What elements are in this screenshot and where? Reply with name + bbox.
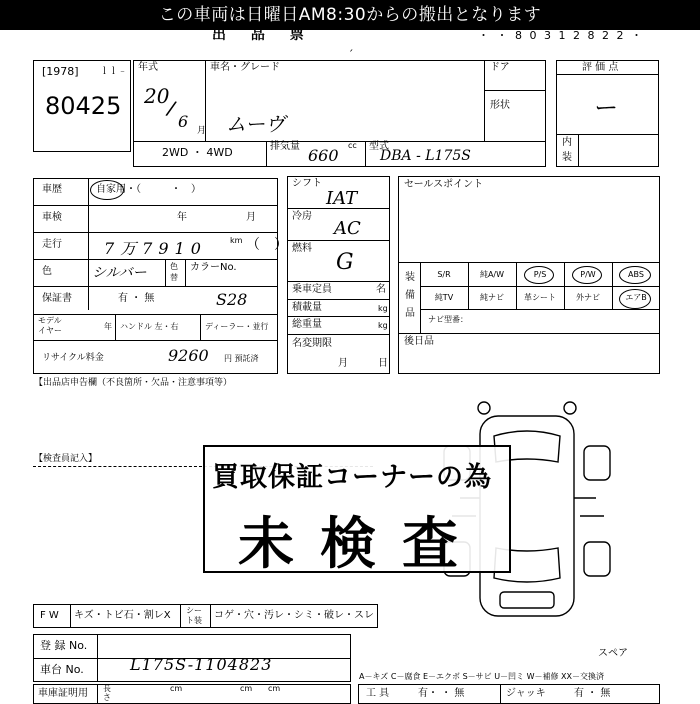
equip-pw: P/W xyxy=(580,270,596,279)
score-value: ー xyxy=(592,94,616,122)
nav-model-label: ナビ型番： xyxy=(428,315,468,324)
lot-number: 80425 xyxy=(45,92,122,120)
chassis-value: L175S-1104823 xyxy=(130,655,273,674)
model-year-label-2: イヤー xyxy=(38,326,62,335)
color-no-label: カラーNo. xyxy=(190,262,237,273)
name-label: 車名・グレード xyxy=(210,62,280,73)
stamp-line-2: 未検査 xyxy=(238,512,484,577)
color-no-value: S28 xyxy=(216,290,248,309)
spare-label: スペア xyxy=(598,648,628,659)
damage-legend: A－キズ C－腐食 E－エクボ S－サビ U－凹ミ W－補修 XX－交換済 xyxy=(359,672,605,681)
history-circle xyxy=(90,180,124,200)
displacement-value: 660 xyxy=(308,146,339,165)
registration-label: 登 録 No. xyxy=(40,639,88,652)
dealer-label: ディーラー・並行 xyxy=(205,322,269,331)
sales-point-label: セールスポイント xyxy=(404,179,484,190)
mileage-value: 7万7910 xyxy=(104,239,207,258)
cert-label: 車庫証明用 xyxy=(38,688,88,699)
jack-label: ジャッキ xyxy=(506,688,546,699)
equip-airbag: エアB xyxy=(625,293,647,302)
history-box xyxy=(33,178,278,374)
equip-leather: 革シート xyxy=(524,293,556,302)
tools-label: 工 具 xyxy=(366,688,390,699)
form-number: ・ ・ 8 0 3 1 2 8 2 2 ・ xyxy=(478,29,644,42)
interior-label-2: 装 xyxy=(562,152,572,163)
seat-items: コゲ・穴・汚レ・シミ・破レ・スレ xyxy=(214,610,374,621)
fw-label: F W xyxy=(40,610,59,621)
model-value: DBA - L175S xyxy=(380,148,471,164)
fw-items: キズ・トビ石・割レX xyxy=(74,610,171,621)
cert-unit-2: cm xyxy=(240,684,253,693)
handle-label: ハンドル 左・右 xyxy=(120,322,179,331)
lot-tag-mark: ｌｌ﹣ xyxy=(100,67,128,77)
displacement-label: 排気量 xyxy=(270,141,300,152)
equip-ext-navi: 外ナビ xyxy=(576,293,600,302)
equip-tv: 純TV xyxy=(434,293,454,302)
abs-circle xyxy=(619,266,651,284)
seat-label-1: シー xyxy=(186,606,202,615)
inspection-label: 車検 xyxy=(42,212,62,223)
door-label: ドア xyxy=(490,62,510,73)
ac-value: AC xyxy=(334,218,361,239)
seat-label-2: ト装 xyxy=(186,616,202,625)
weight-label: 総重量 xyxy=(292,319,322,330)
year-label: 年式 xyxy=(138,62,158,73)
mileage-label: 走行 xyxy=(42,239,62,250)
expiry-month: 月 xyxy=(338,358,348,369)
load-unit: kg xyxy=(378,304,388,313)
cert-unit-3: cm xyxy=(268,684,281,693)
model-label: 型式 xyxy=(369,141,389,152)
equip-ps: P/S xyxy=(533,270,547,279)
cert-sub-1: 長 xyxy=(103,684,111,693)
pw-circle xyxy=(572,266,602,284)
equip-sr: S/R xyxy=(437,270,451,279)
displacement-unit: cc xyxy=(348,141,357,150)
equipment-label-1: 装 xyxy=(405,272,415,283)
shift-value: IAT xyxy=(326,188,358,209)
airbag-circle xyxy=(619,289,651,309)
mileage-paren: （ ） xyxy=(246,237,288,253)
history-label: 車歴 xyxy=(42,184,62,195)
recycle-value: 9260 xyxy=(168,346,209,365)
shape-label: 形状 xyxy=(490,100,510,111)
jack-value: 有 ・ 無 xyxy=(574,688,611,699)
load-label: 積載量 xyxy=(292,302,322,313)
capacity-label: 乗車定員 xyxy=(292,284,332,295)
rear-seat-label: 後日品 xyxy=(404,336,434,347)
inspection-year: 年 xyxy=(177,212,187,223)
cert-unit-1: cm xyxy=(170,684,183,693)
chassis-label: 車台 No. xyxy=(40,663,84,676)
model-year-label-1: モデル xyxy=(38,316,62,325)
equipment-label-3: 品 xyxy=(405,308,415,319)
declaration-label: 【出品店申告欄（不良箇所・欠品・注意事項等） xyxy=(34,378,233,388)
fuel-label: 燃料 xyxy=(292,243,312,254)
equip-abs: ABS xyxy=(628,270,644,279)
pen-mark: ˊ xyxy=(348,48,354,61)
shift-label: シフト xyxy=(292,178,322,189)
slash-mark: / xyxy=(164,95,179,121)
capacity-unit: 名 xyxy=(376,284,386,295)
warranty-value: 有 ・ 無 xyxy=(118,293,155,304)
name-value: ムーヴ xyxy=(226,112,285,136)
model-year-unit: 年 xyxy=(104,322,112,331)
warranty-label: 保証書 xyxy=(42,293,72,304)
score-label: 評 価 点 xyxy=(582,62,619,73)
year-era: 20 xyxy=(144,84,170,108)
color-value: シルバー xyxy=(92,265,147,281)
interior-label-1: 内 xyxy=(562,137,572,148)
form-title: 出 品 票 xyxy=(212,27,314,43)
equip-aw: 純A/W xyxy=(479,270,505,279)
equipment-label-2: 備 xyxy=(405,290,415,301)
history-value: 自家用・（ ・ ） xyxy=(96,184,201,195)
color-change-2: 替 xyxy=(170,273,178,282)
drive-label: 2WD ・ 4WD xyxy=(162,146,233,159)
year-month: 6 xyxy=(178,112,189,131)
inspector-label: 【検査員記入】 xyxy=(34,454,98,464)
month-unit: 月 xyxy=(197,126,207,136)
lot-tag: [1978] xyxy=(42,65,79,78)
weight-unit: kg xyxy=(378,321,388,330)
color-change-1: 色 xyxy=(170,262,178,271)
mileage-unit: km xyxy=(230,236,243,245)
cert-sub-2: さ xyxy=(103,693,111,702)
equip-navi: 純ナビ xyxy=(480,293,504,302)
fuel-value: G xyxy=(336,250,354,275)
tools-value: 有・ ・ 無 xyxy=(418,688,465,699)
notice-banner: この車両は日曜日AM8:30からの搬出となります xyxy=(0,0,700,30)
ps-circle xyxy=(524,266,554,284)
expiry-day: 日 xyxy=(378,358,388,369)
ac-label: 冷房 xyxy=(292,211,312,222)
stamp-line-1: 買取保証コーナーの為 xyxy=(212,462,492,493)
color-label: 色 xyxy=(42,266,52,277)
inspection-month: 月 xyxy=(246,212,256,223)
expiry-label: 名変期限 xyxy=(292,338,332,349)
recycle-label: リサイクル料金 xyxy=(42,353,104,363)
recycle-unit: 円 預託済 xyxy=(224,354,259,363)
